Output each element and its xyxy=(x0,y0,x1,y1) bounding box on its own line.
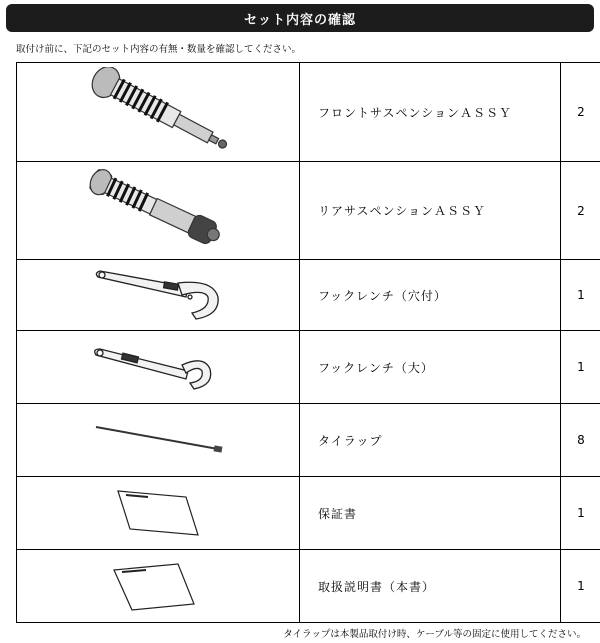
item-quantity: 1 xyxy=(561,477,600,550)
table-row xyxy=(17,162,600,260)
table-row xyxy=(17,477,600,550)
warranty-document-icon xyxy=(78,483,238,543)
section-title-text: セット内容の確認 xyxy=(243,12,356,28)
item-image-cell xyxy=(17,162,300,260)
item-name: リアサスペンションＡＳＳＹ xyxy=(300,162,561,260)
table-row xyxy=(17,331,600,404)
item-image-cell xyxy=(17,550,300,623)
item-name: フックレンチ（大） xyxy=(300,331,561,404)
item-image-cell xyxy=(17,260,300,331)
item-name: 保証書 xyxy=(300,477,561,550)
item-quantity: 1 xyxy=(561,550,600,623)
table-row xyxy=(17,404,600,477)
footnote: タイラップは本製品取付け時、ケーブル等の固定に使用してください。 xyxy=(283,629,586,640)
front-suspension-icon xyxy=(68,67,248,157)
item-name: タイラップ xyxy=(300,404,561,477)
hook-wrench-large-icon xyxy=(78,335,238,399)
item-quantity: 2 xyxy=(561,162,600,260)
item-quantity: 1 xyxy=(561,331,600,404)
item-image-cell xyxy=(17,477,300,550)
manual-document-icon xyxy=(78,556,238,616)
item-quantity: 1 xyxy=(561,260,600,331)
item-name: 取扱説明書（本書） xyxy=(300,550,561,623)
table-row xyxy=(17,260,600,331)
item-quantity: 8 xyxy=(561,404,600,477)
parts-table xyxy=(16,62,600,623)
item-image-cell xyxy=(17,404,300,477)
table-row xyxy=(17,63,600,162)
rear-suspension-icon xyxy=(68,166,248,256)
intro-text: 取付け前に、下記のセット内容の有無・数量を確認してください。 xyxy=(16,44,302,55)
item-quantity: 2 xyxy=(561,63,600,162)
item-image-cell xyxy=(17,63,300,162)
section-title xyxy=(6,4,594,32)
item-name: フックレンチ（穴付） xyxy=(300,260,561,331)
item-name: フロントサスペンションＡＳＳＹ xyxy=(300,63,561,162)
item-image-cell xyxy=(17,331,300,404)
hook-wrench-hole-icon xyxy=(78,263,238,327)
cable-tie-icon xyxy=(78,415,238,465)
table-row xyxy=(17,550,600,623)
